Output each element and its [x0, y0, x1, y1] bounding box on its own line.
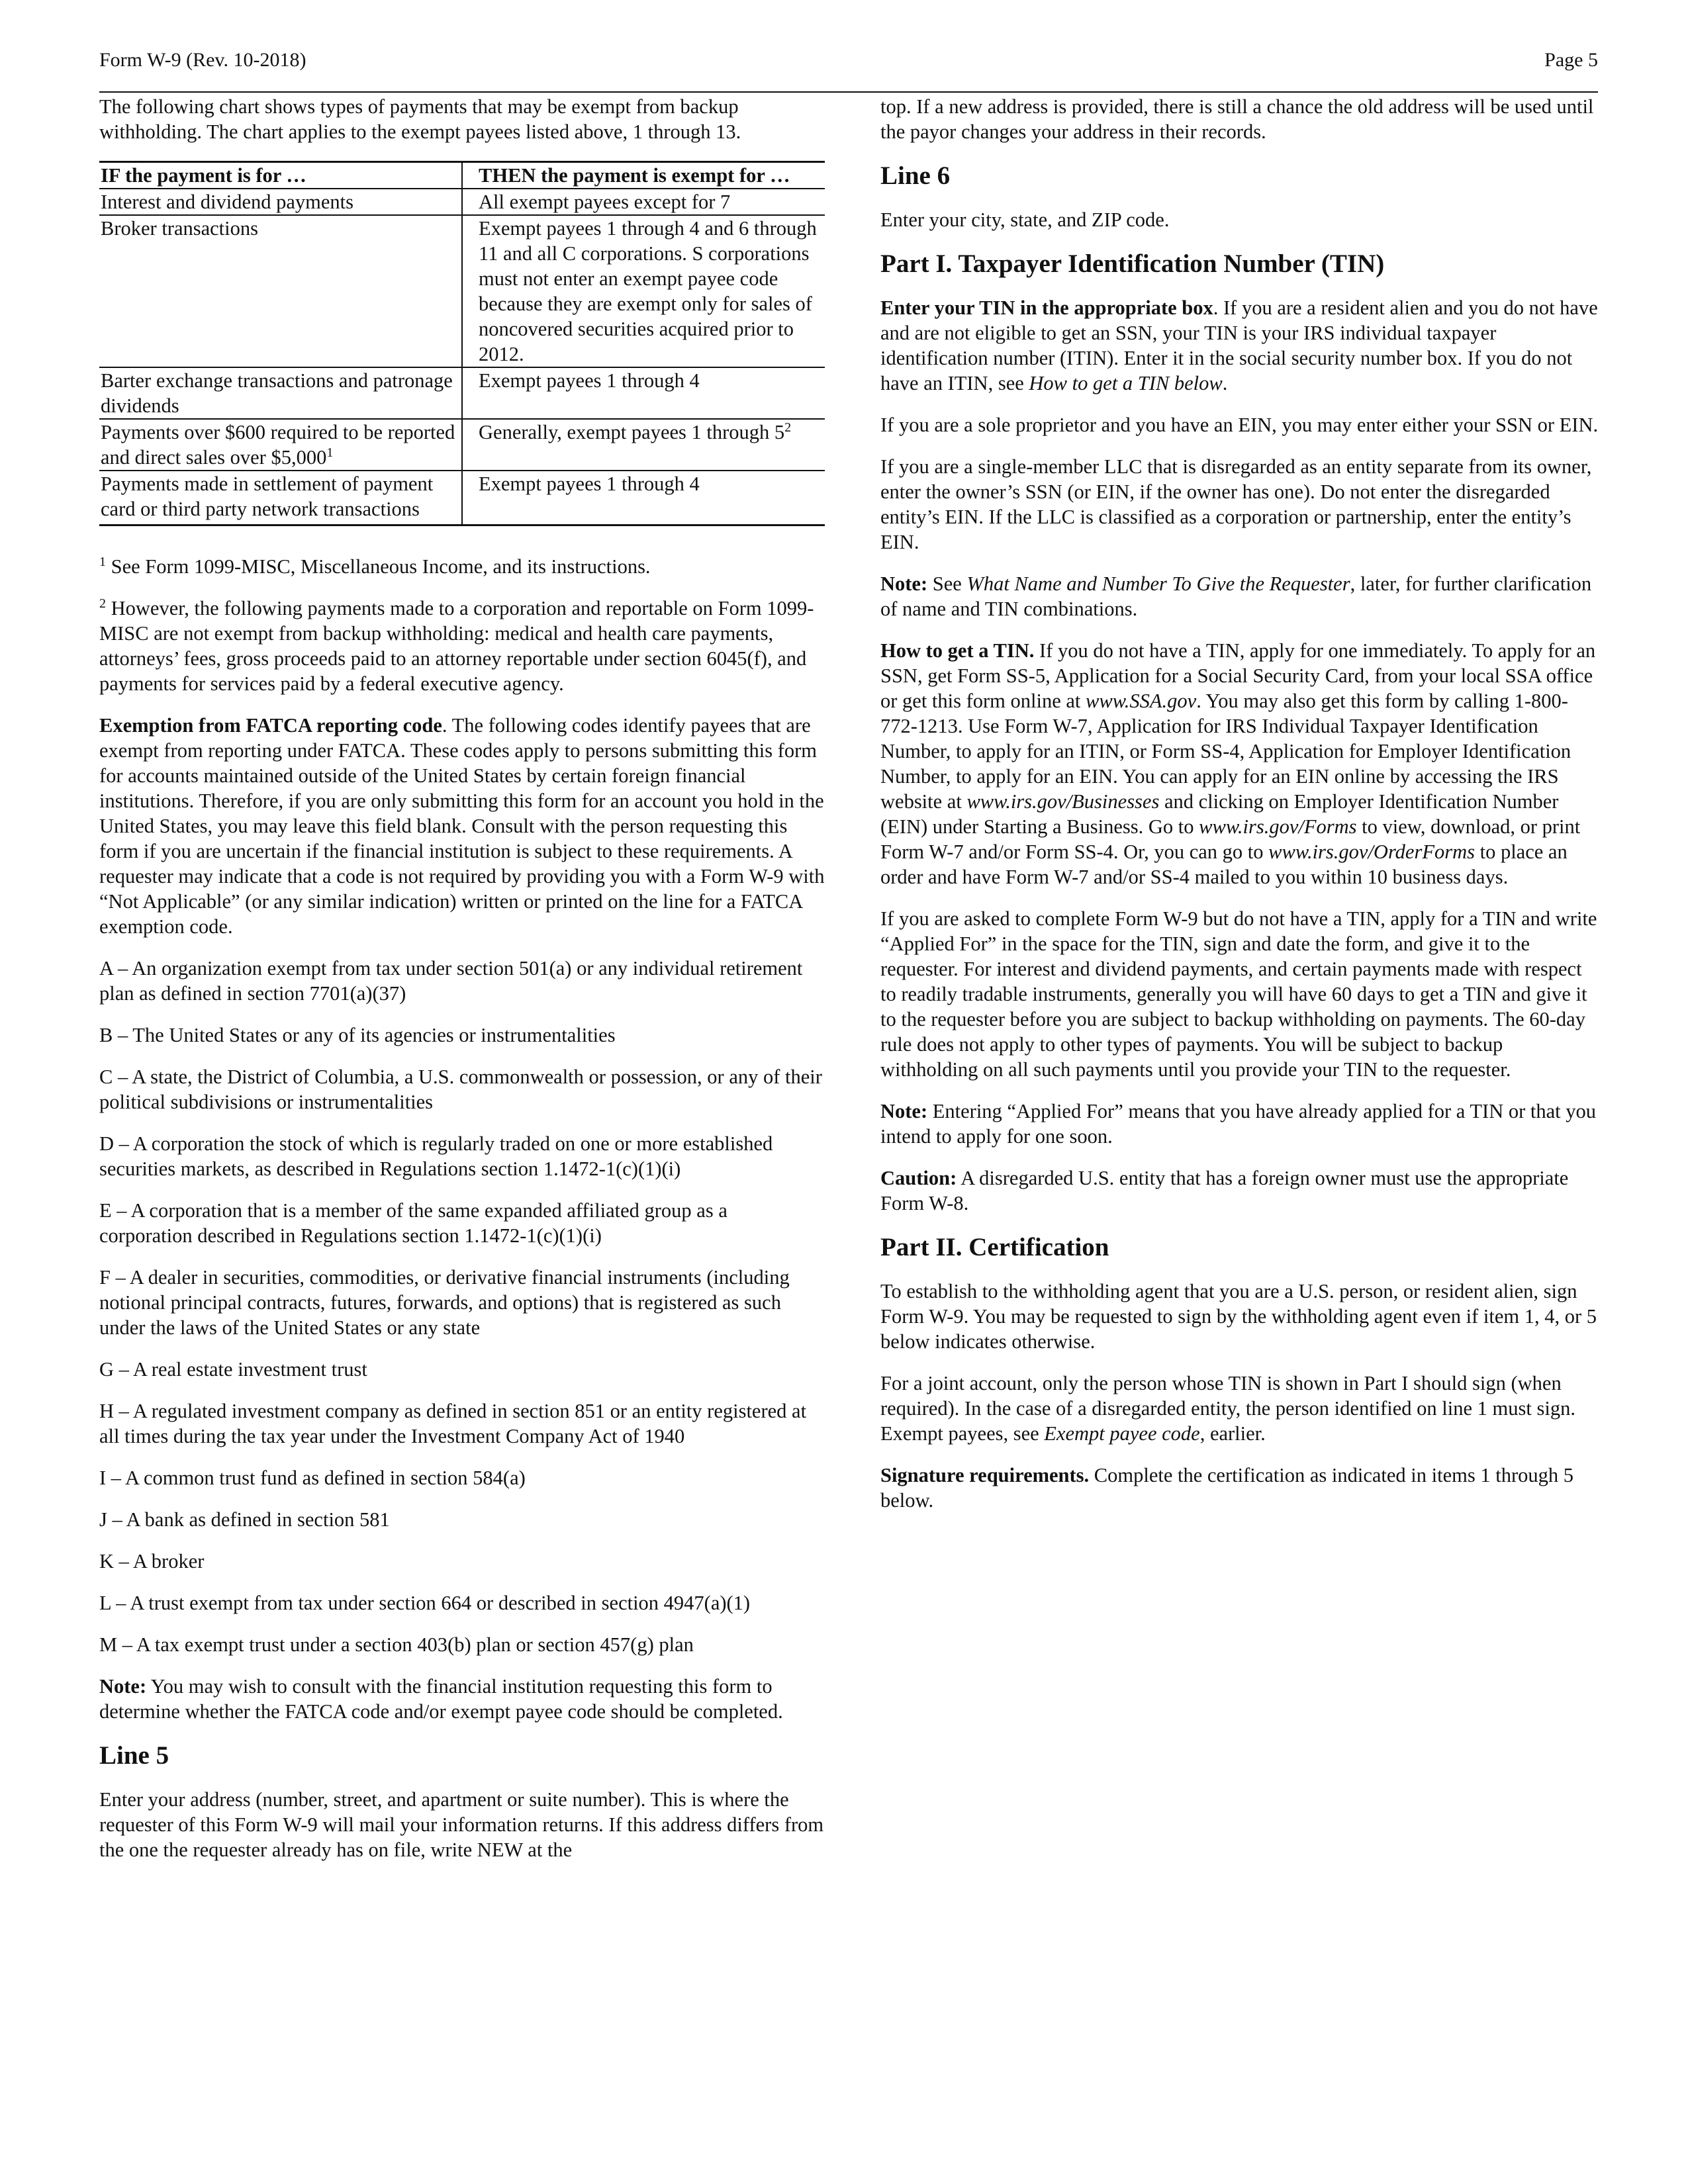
- code-a: A – An organization exempt from tax under section 501(a) or any individual retirement plan as defined in section 7701(a)(37): [99, 957, 803, 1005]
- table-row: [99, 189, 825, 215]
- applied-for-paragraph: If you are asked to complete Form W-9 but do not have a TIN, apply for a TIN and write “Applied For” in the space for the TIN, sign and date the form, and give it to the requester. For interest and dividend payments, and certain payments made with respect to readily tradable instruments, generally you will have 60 days to get a TIN and give it to the requester before you are subject to backup withholding on payments. The 60-day rule does not apply to other types of payments. You will be subject to backup withholding on all such payments until you provide your TIN to the requester.: [880, 907, 1597, 1081]
- right-column: [880, 94, 1599, 1529]
- code-k: K – A broker: [99, 1550, 205, 1572]
- line5-body: Enter your address (number, street, and apartment or suite number). This is where the requester of this Form W-9 will mail your information returns. If this address differs from the one the requester already has on file, write NEW at the: [99, 1788, 824, 1861]
- exempt-for: Exempt payees 1 through 4: [462, 367, 825, 419]
- line5-continued: top. If a new address is provided, there is still a chance the old address will be used until the payor changes your address in their records.: [880, 95, 1594, 143]
- chart-col-if: IF the payment is for …: [99, 162, 462, 189]
- exempt-for: All exempt payees except for 7: [462, 189, 825, 215]
- code-m: M – A tax exempt trust under a section 403(b) plan or section 457(g) plan: [99, 1633, 694, 1656]
- code-c: C – A state, the District of Columbia, a U.S. commonwealth or possession, or any of their political subdivisions or instrumentalities: [99, 1066, 822, 1113]
- caution-paragraph: Caution: A disregarded U.S. entity that has a foreign owner must use the appropriate Form W-8.: [880, 1167, 1569, 1214]
- exempt-for: Exempt payees 1 through 4: [462, 471, 825, 525]
- llc-paragraph: If you are a single-member LLC that is disregarded as an entity separate from its owner, enter the owner’s SSN (or EIN, if the owner has one). Do not enter the disregarded entity’s EIN. If the LLC is classified as a corporation or partnership, enter the entity’s EIN.: [880, 455, 1592, 553]
- irs-businesses-link: www.irs.gov/Businesses: [966, 790, 1160, 813]
- part1-heading: Part I. Taxpayer Identification Number (TIN): [880, 250, 1385, 278]
- tin-paragraph: Enter your TIN in the appropriate box. If you are a resident alien and you do not have and are not eligible to get an SSN, your TIN is your IRS individual taxpayer identification number (ITIN). Enter it in the social security number box. If you do not have an ITIN, see How to get a TIN below.: [880, 296, 1598, 394]
- table-row: [99, 419, 825, 471]
- payment-type: Payments made in settlement of payment card or third party network transactions: [99, 471, 462, 525]
- certification-paragraph: To establish to the withholding agent that you are a U.S. person, or resident alien, sign Form W-9. You may be requested to sign by the withholding agent even if item 1, 4, or 5 below indicates otherwise.: [880, 1280, 1597, 1353]
- code-d: D – A corporation the stock of which is regularly traded on one or more established securities markets, as described in Regulations section 1.1472-1(c)(1)(i): [99, 1132, 773, 1180]
- exempt-payee-crossref: Exempt payee code: [1044, 1422, 1200, 1445]
- table-row: [99, 215, 825, 367]
- chart-col-then: THEN the payment is exempt for …: [462, 162, 825, 189]
- part2-heading: Part II. Certification: [880, 1233, 1109, 1261]
- chart-header-row: [99, 162, 825, 189]
- tin-crossref: How to get a TIN below: [1029, 372, 1223, 394]
- applied-for-note: Note: Entering “Applied For” means that you have already applied for a TIN or that you intend to apply for one soon.: [880, 1100, 1596, 1148]
- line5-heading: Line 5: [99, 1741, 169, 1770]
- code-i: I – A common trust fund as defined in section 584(a): [99, 1467, 526, 1489]
- exempt-payment-chart: [99, 161, 825, 526]
- exempt-for: Generally, exempt payees 1 through 5: [479, 421, 785, 443]
- exempt-for: Exempt payees 1 through 4 and 6 through 11 and all C corporations. S corporations must not enter an exempt payee code because they are exempt only for sales of noncovered securities acquired prior to 2012.: [462, 215, 825, 367]
- fatca-title: Exemption from FATCA reporting code: [99, 714, 442, 737]
- footnote-mark: 1: [99, 554, 106, 569]
- code-g: G – A real estate investment trust: [99, 1358, 367, 1381]
- ssa-link: www.SSA.gov: [1086, 690, 1197, 712]
- footnote-ref: 2: [784, 420, 792, 435]
- code-e: E – A corporation that is a member of the same expanded affiliated group as a corporation described in Regulations section 1.1472-1(c)(1)(i): [99, 1199, 727, 1247]
- joint-account-paragraph: For a joint account, only the person whose TIN is shown in Part I should sign (when required). In the case of a disregarded entity, the person identified on line 1 must sign. Exempt payees, see Exempt payee code, earlier.: [880, 1372, 1575, 1445]
- page-header: [99, 49, 1598, 75]
- chart-intro: The following chart shows types of payments that may be exempt from backup withholding. The chart applies to the exempt payees listed above, 1 through 13.: [99, 95, 741, 143]
- code-f: F – A dealer in securities, commodities, or derivative financial instruments (including notional principal contracts, futures, forwards, and options) that is registered as such under the laws of the United States or any state: [99, 1266, 790, 1339]
- code-l: L – A trust exempt from tax under section 664 or described in section 4947(a)(1): [99, 1592, 751, 1614]
- payment-type: Broker transactions: [99, 215, 462, 367]
- irs-forms-link: www.irs.gov/Forms: [1199, 815, 1357, 838]
- code-h: H – A regulated investment company as defined in section 851 or an entity registered at all times during the tax year under the Investment Company Act of 1940: [99, 1400, 807, 1447]
- fatca-paragraph: Exemption from FATCA reporting code. The following codes identify payees that are exempt from reporting under FATCA. These codes apply to persons submitting this form for accounts maintained outside of the United States by certain foreign financial institutions. Therefore, if you are only submitting this form for an account you hold in the United States, you may leave this field blank. Consult with the person requesting this form if you are uncertain if the financial institution is subject to these requirements. A requester may indicate that a code is not required by providing you with a Form W-9 with “Not Applicable” (or any similar indication) written or printed on the line for a FATCA exemption code.: [99, 714, 825, 938]
- table-row: [99, 367, 825, 419]
- form-name: Form W-9 (Rev. 10-2018): [99, 49, 306, 71]
- footnote-2: $^2$ However, the following payments made to a corporation and reportable on Form 1099-MISC are not exempt from backup withholding: medical and health care payments, attorneys’ fees, gross proceeds paid to an attorney reportable under section 6045(f), and payments for services paid by a federal executive agency.: [99, 596, 814, 695]
- page-number: Page 5: [1544, 49, 1598, 71]
- fatca-note: Note: You may wish to consult with the financial institution requesting this form to determine whether the FATCA code and/or exempt payee code should be completed.: [99, 1675, 783, 1723]
- footnote-1: $^1$ See Form 1099-MISC, Miscellaneous Income, and its instructions.: [99, 554, 651, 578]
- irs-orderforms-link: www.irs.gov/OrderForms: [1268, 841, 1475, 863]
- code-j: J – A bank as defined in section 581: [99, 1508, 390, 1531]
- footnote-ref: 1: [326, 445, 334, 460]
- how-to-get-tin: How to get a TIN. If you do not have a TIN, apply for one immediately. To apply for an SSN, get Form SS-5, Application for a Social Security Card, from your local SSA office or get this form online at www.SSA.gov. You may also get this form by calling 1-800-772-1213. Use Form W-7, Application for IRS Individual Taxpayer Identification Number, to apply for an ITIN, or Form SS-4, Application for Employer Identification Number, to apply for an EIN. You can apply for an EIN online by accessing the IRS website at www.irs.gov/Businesses and clicking on Employer Identification Number (EIN) under Starting a Business. Go to www.irs.gov/Forms to view, download, or print Form W-7 and/or Form SS-4. Or, you can go to www.irs.gov/OrderForms to place an order and have Form W-7 and/or SS-4 mailed to you within 10 business days.: [880, 639, 1596, 888]
- payment-type: Payments over $600 required to be reported and direct sales over $5,000: [101, 421, 455, 469]
- footnote-mark: 2: [99, 596, 106, 611]
- payment-type-cell: [99, 419, 462, 471]
- left-column: [99, 94, 825, 1879]
- table-row: [99, 471, 825, 525]
- line6-body: Enter your city, state, and ZIP code.: [880, 208, 1170, 231]
- code-b: B – The United States or any of its agencies or instrumentalities: [99, 1024, 616, 1046]
- exempt-for-cell: [462, 419, 825, 471]
- signature-requirements: Signature requirements. Complete the certification as indicated in items 1 through 5 below.: [880, 1464, 1573, 1512]
- sole-proprietor-paragraph: If you are a sole proprietor and you have an EIN, you may enter either your SSN or EIN.: [880, 414, 1599, 436]
- name-number-crossref: What Name and Number To Give the Requester: [966, 572, 1350, 595]
- payment-type: Barter exchange transactions and patronage dividends: [99, 367, 462, 419]
- payment-type: Interest and dividend payments: [99, 189, 462, 215]
- header-rule: [99, 91, 1598, 93]
- name-number-note: Note: See What Name and Number To Give the Requester, later, for further clarification of name and TIN combinations.: [880, 572, 1592, 620]
- line6-heading: Line 6: [880, 161, 951, 190]
